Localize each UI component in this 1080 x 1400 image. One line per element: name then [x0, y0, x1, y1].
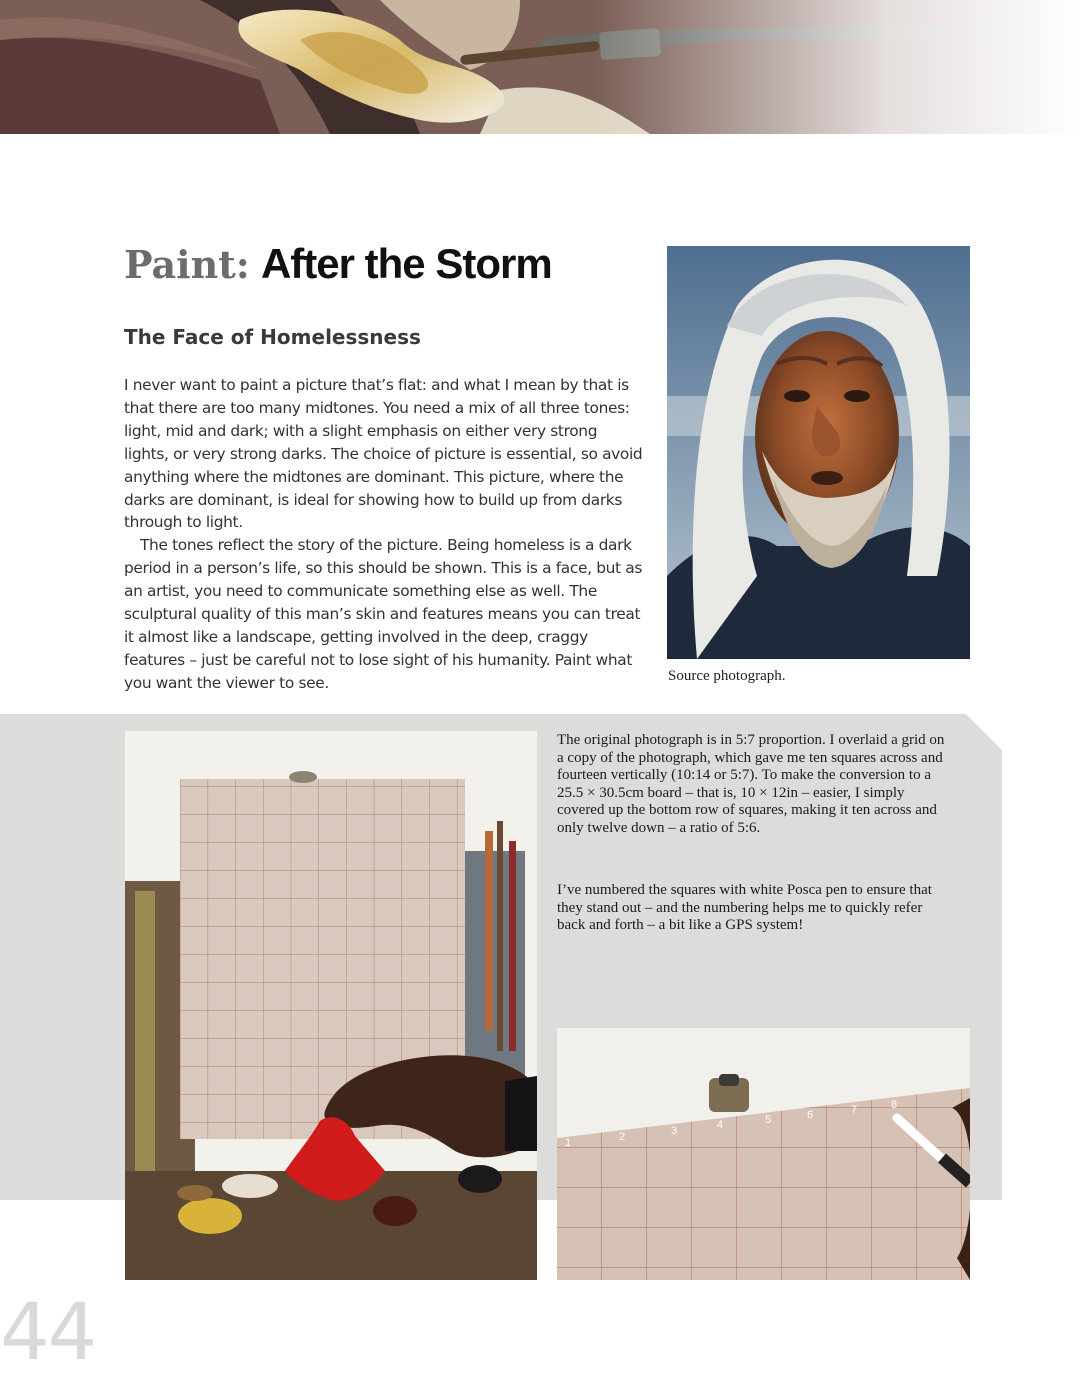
body-paragraph-2: The tones reflect the story of the picture. Being homeless is a dark period in a person’s life, so this should be shown. This is a face, but as an artist, you need to communicate something else as well. The sculptural quality of this man’s skin and features means you can treat it almost like a landscape, getting involved in the deep, craggy features – just be careful not to lose sight of his humanity. Paint what you want the viewer to see. — [124, 536, 642, 692]
section-subtitle: The Face of Homelessness — [124, 325, 421, 349]
page-title — [124, 240, 552, 288]
page-number: 44 — [0, 1288, 96, 1378]
body-paragraph-1: I never want to paint a picture that’s flat: and what I mean by that is that there are too many midtones. You need a mix of all three tones: light, mid and dark; with a slight emphasis on either very strong lights, or very strong darks. The choice of picture is essential, so avoid anything where the midtones are dominant. This picture, where the darks are dominant, is ideal for showing how to build up from darks through to light. — [124, 376, 643, 532]
board-number-7: 7 — [851, 1104, 858, 1116]
header-banner-image — [0, 0, 1080, 134]
board-number-8: 8 — [891, 1099, 898, 1111]
grid-board-photograph — [125, 731, 537, 1280]
gray-panel-corner — [966, 714, 1002, 750]
title-main: After the Storm — [260, 240, 552, 287]
title-prefix: Paint: — [124, 242, 250, 287]
grid-explanation-text: The original photograph is in 5:7 proportion. I overlaid a grid on a copy of the photograph, which gave me ten squares across and fourteen vertically (10:14 or 5:7). To make the conversion to a 25.5 × 30.5cm board – that is, 10 × 12in – easier, I simply covered up the bottom row of squares, making it ten across and only twelve down – a ratio of 5:6. — [557, 732, 945, 836]
board-number-3: 3 — [671, 1125, 678, 1137]
board-number-6: 6 — [807, 1109, 814, 1121]
numbering-explanation-text: I’ve numbered the squares with white Posca pen to ensure that they stand out – and the numbering helps me to quickly refer back and forth – a bit like a GPS system! — [557, 882, 932, 934]
numbered-grid-photograph — [557, 1028, 970, 1280]
source-photograph — [667, 246, 970, 659]
board-number-1: 1 — [565, 1137, 572, 1149]
board-number-5: 5 — [765, 1114, 772, 1126]
board-number-2: 2 — [619, 1131, 626, 1143]
source-photo-caption: Source photograph. — [668, 668, 786, 684]
board-number-4: 4 — [717, 1119, 724, 1131]
body-text — [124, 374, 644, 695]
